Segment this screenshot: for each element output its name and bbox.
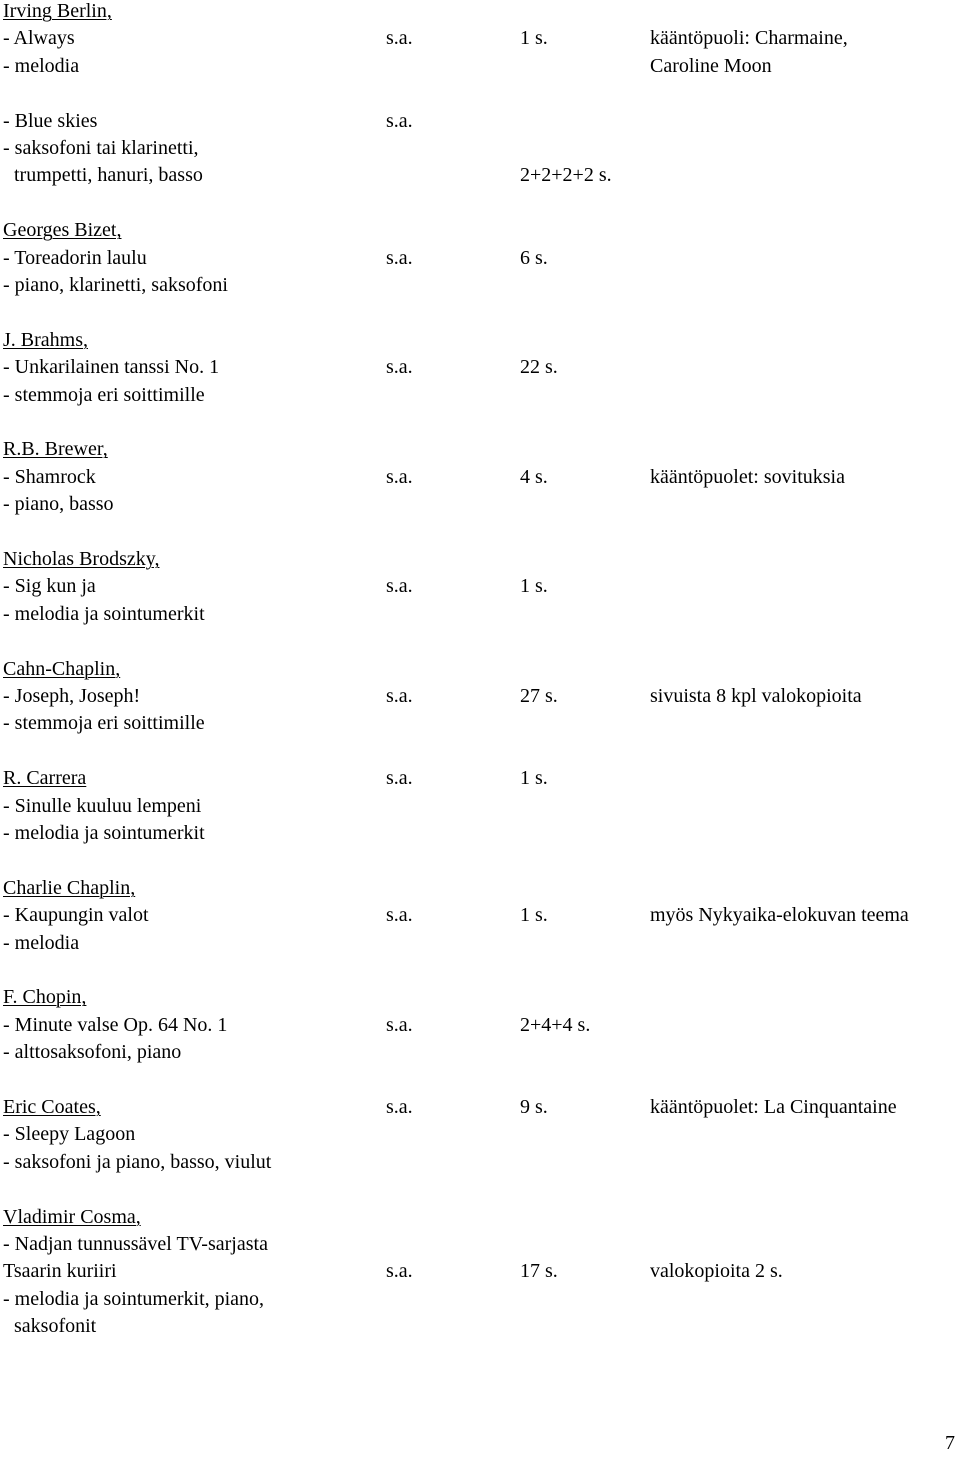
piece-text: - piano, klarinetti, saksofoni [3, 274, 228, 296]
composer-name: Cahn-Chaplin, [3, 657, 121, 680]
text-line [0, 25, 960, 52]
page-count: 6 s. [520, 246, 548, 269]
text-line [0, 245, 960, 272]
piece-text: - stemmoja eri soittimille [3, 383, 205, 406]
piece-text: - Nadjan tunnussävel TV-sarjasta [3, 1233, 268, 1255]
piece-text: - saksofoni tai klarinetti, [3, 137, 199, 159]
text-line [0, 1204, 960, 1231]
text-line [0, 135, 960, 162]
sa-label: s.a. [386, 109, 413, 132]
page-count: 17 s. [520, 1260, 558, 1283]
piece-text: saksofonit [14, 1315, 97, 1338]
text-line [0, 464, 960, 491]
piece-text: - Blue skies [3, 109, 98, 132]
piece-text: - Sig kun ja [3, 575, 96, 598]
piece-text: - Toreadorin laulu [3, 246, 147, 269]
sa-label: s.a. [386, 356, 413, 379]
piece-text: - melodia ja sointumerkit [3, 602, 205, 625]
text-line [0, 382, 960, 409]
text-line [0, 436, 960, 463]
piece-text: trumpetti, hanuri, basso [14, 164, 203, 187]
piece-text: - melodia ja sointumerkit, piano, [3, 1287, 265, 1310]
page-count: 4 s. [520, 465, 548, 488]
piece-text: - melodia [3, 54, 80, 77]
piece-text: - Sleepy Lagoon [3, 1123, 136, 1146]
note-text: kääntöpuolet: sovituksia [650, 465, 845, 488]
text-line [0, 875, 960, 902]
composer-name: Charlie Chaplin, [3, 876, 136, 899]
text-line [0, 656, 960, 683]
sa-label: s.a. [386, 246, 413, 269]
note-text: kääntöpuolet: La Cinquantaine [650, 1096, 897, 1118]
piece-text: - Always [3, 27, 75, 50]
piece-text: - melodia ja sointumerkit [3, 822, 205, 844]
note-text: sivuista 8 kpl valokopioita [650, 685, 862, 707]
composer-name: Georges Bizet, [3, 219, 122, 242]
text-line [0, 1121, 960, 1148]
composer-name: R. Carrera [3, 767, 87, 790]
page-count: 1 s. [520, 575, 548, 598]
page-count: 2+2+2+2 s. [520, 164, 612, 187]
text-line [0, 1012, 960, 1039]
text-line [0, 491, 960, 518]
composer-name: J. Brahms, [3, 328, 88, 351]
piece-text: - melodia [3, 931, 80, 954]
note-text: myös Nykyaika-elokuvan teema [650, 904, 909, 927]
sa-label: s.a. [386, 685, 413, 707]
composer-name: R.B. Brewer, [3, 438, 108, 461]
page-number: 7 [945, 1432, 955, 1454]
text-line [0, 793, 960, 820]
page-count: 1 s. [520, 904, 548, 927]
page-count: 22 s. [520, 356, 558, 379]
page-count: 1 s. [520, 27, 548, 50]
sa-label: s.a. [386, 1260, 413, 1283]
piece-text: - alttosaksofoni, piano [3, 1041, 182, 1064]
composer-name: Vladimir Cosma, [3, 1205, 141, 1228]
text-line [0, 1286, 960, 1313]
sa-label: s.a. [386, 27, 413, 50]
note-text: kääntöpuoli: Charmaine, [650, 27, 848, 50]
text-line [0, 108, 960, 135]
text-line [0, 683, 960, 710]
note-text: Caroline Moon [650, 54, 772, 77]
text-line [0, 573, 960, 600]
text-line [0, 601, 960, 628]
composer-name: Irving Berlin, [3, 0, 112, 22]
text-line [0, 546, 960, 573]
sa-label: s.a. [386, 904, 413, 927]
page-count: 9 s. [520, 1096, 548, 1118]
text-line [0, 930, 960, 957]
text-line [0, 710, 960, 737]
sa-label: s.a. [386, 767, 413, 790]
text-line [0, 902, 960, 929]
note-text: valokopioita 2 s. [650, 1260, 783, 1283]
text-line [0, 765, 960, 792]
piece-text: - Minute valse Op. 64 No. 1 [3, 1013, 228, 1036]
piece-text: - Kaupungin valot [3, 904, 149, 927]
sa-label: s.a. [386, 575, 413, 598]
page-count: 1 s. [520, 767, 548, 790]
text-line [0, 1149, 960, 1176]
piece-text: - Sinulle kuuluu lempeni [3, 794, 202, 817]
sa-label: s.a. [386, 1013, 413, 1036]
piece-text: - saksofoni ja piano, basso, viulut [3, 1150, 272, 1173]
composer-name: Nicholas Brodszky, [3, 548, 160, 570]
text-line [0, 1258, 960, 1285]
piece-text: - piano, basso [3, 493, 114, 516]
text-line [0, 354, 960, 381]
piece-text: - Joseph, Joseph! [3, 685, 141, 707]
text-line [0, 53, 960, 80]
sa-label: s.a. [386, 1096, 413, 1118]
text-line [0, 1039, 960, 1066]
text-line [0, 984, 960, 1011]
text-line [0, 0, 960, 25]
text-line [0, 1094, 960, 1121]
text-line [0, 820, 960, 847]
text-line [0, 217, 960, 244]
page-count: 2+4+4 s. [520, 1013, 591, 1036]
piece-text: - Shamrock [3, 465, 96, 488]
piece-text: Tsaarin kuriiri [3, 1260, 117, 1283]
text-line [0, 272, 960, 299]
composer-name: Eric Coates, [3, 1096, 101, 1118]
piece-text: - Unkarilainen tanssi No. 1 [3, 356, 220, 379]
composer-name: F. Chopin, [3, 986, 87, 1009]
text-line [0, 162, 960, 189]
text-line [0, 327, 960, 354]
text-line [0, 1313, 960, 1340]
text-line [0, 1231, 960, 1258]
piece-text: - stemmoja eri soittimille [3, 712, 205, 735]
page-count: 27 s. [520, 685, 558, 707]
sa-label: s.a. [386, 465, 413, 488]
